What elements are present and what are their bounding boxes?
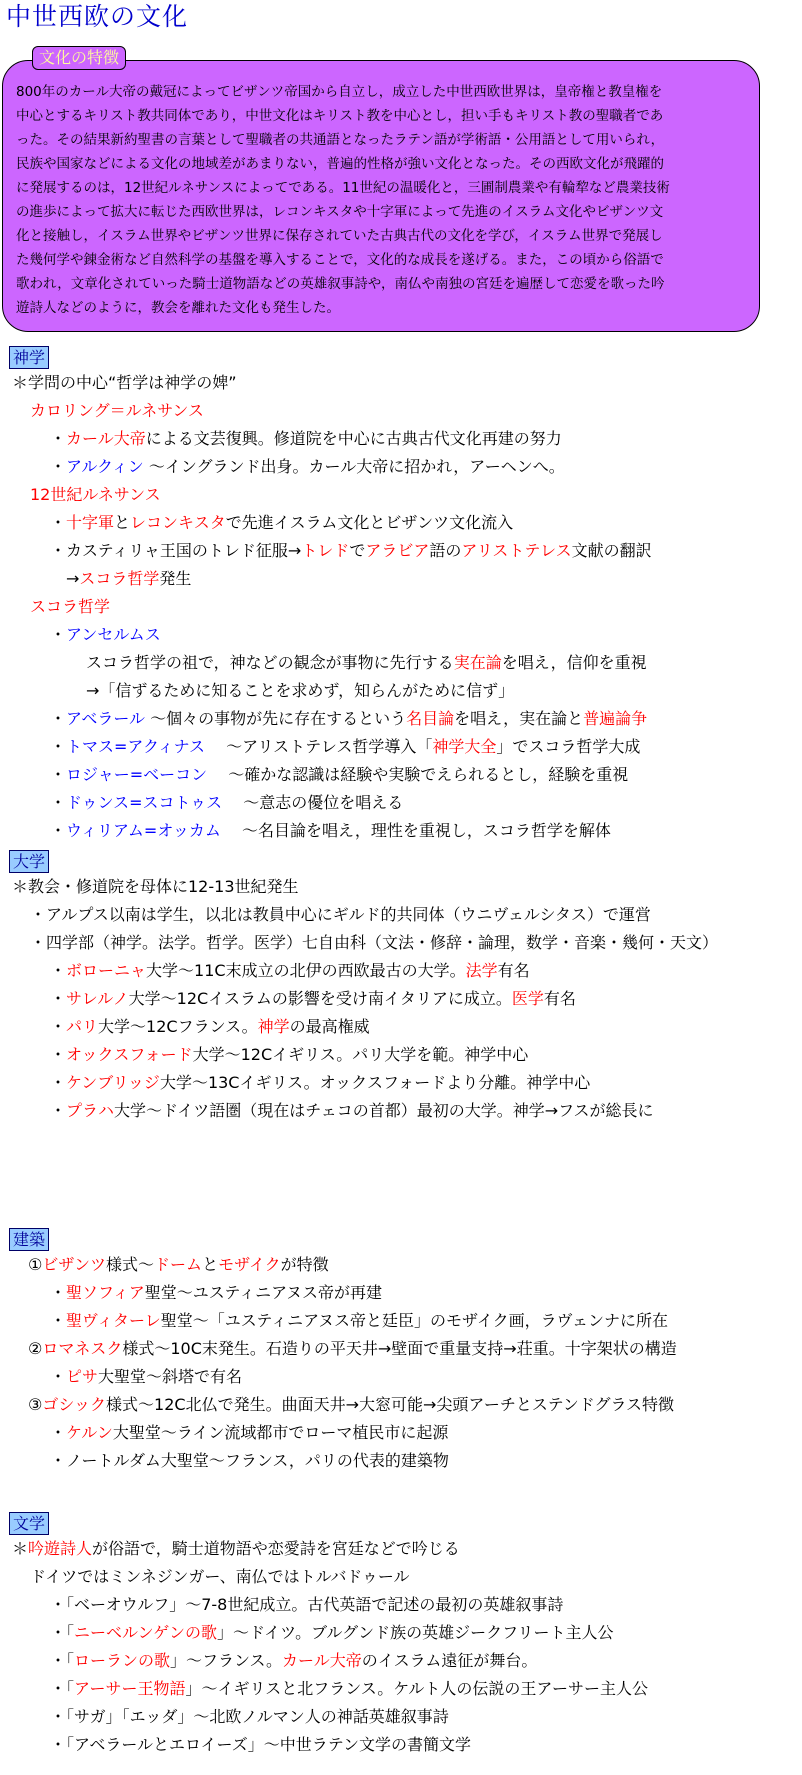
content-line — [86, 652, 647, 674]
line-segment: 語の — [429, 541, 462, 560]
line-segment: スコラ哲学の祖で，神などの観念が事物に先行する — [86, 653, 454, 672]
line-segment: 大学～13Cイギリス。オックスフォードより分離。神学中心 — [159, 1073, 591, 1092]
line-segment: 名目論 — [406, 709, 455, 728]
content-line — [50, 988, 576, 1010]
line-segment: ・ — [50, 457, 67, 476]
line-segment: ＊教会・修道院を母体に12-13世紀発生 — [12, 877, 299, 896]
line-segment: 法学 — [465, 961, 498, 980]
line-segment: ピサ — [66, 1367, 99, 1386]
line-segment: ・ — [50, 1073, 67, 1092]
line-segment: 12世紀ルネサンス — [30, 485, 161, 504]
content-line — [30, 932, 718, 954]
content-line — [30, 596, 110, 618]
content-line — [28, 1254, 329, 1276]
line-segment: 大聖堂～ライン流域都市でローマ植民市に起源 — [112, 1423, 449, 1442]
line-segment: ケルン — [66, 1423, 113, 1442]
line-segment: ・ — [50, 1101, 67, 1120]
content-line — [30, 1566, 410, 1588]
line-segment: スコラ哲学 — [30, 597, 111, 616]
content-line — [50, 1282, 382, 1304]
line-segment: 実在論 — [453, 653, 502, 672]
line-segment: ニーベルンゲンの歌 — [74, 1623, 217, 1642]
line-segment: ～確かな認識は経験や実験でえられるとし，経験を重視 — [207, 765, 629, 784]
line-segment: ・ — [50, 1423, 67, 1442]
content-line — [50, 820, 611, 842]
line-segment: アンセルムス — [66, 625, 161, 644]
line-segment: で — [349, 541, 366, 560]
line-segment: と — [114, 513, 131, 532]
line-segment: ③ — [28, 1395, 43, 1414]
line-segment: 神学 — [257, 1017, 290, 1036]
content-line — [50, 1366, 242, 1388]
line-segment: ボローニャ — [66, 961, 147, 980]
line-segment: サレルノ — [66, 989, 129, 1008]
line-segment: 大学～ドイツ語圏（現在はチェコの首都）最初の大学。神学→フスが総長に — [114, 1101, 654, 1120]
line-segment: ・ — [50, 513, 67, 532]
line-segment: 有名 — [543, 989, 576, 1008]
line-segment: パリ — [66, 1017, 99, 1036]
content-line — [50, 1678, 648, 1700]
content-line — [12, 1538, 460, 1560]
line-segment: ～アリストテレス哲学導入「 — [205, 737, 433, 756]
line-segment: カール大帝 — [66, 429, 146, 448]
content-line — [50, 428, 562, 450]
line-segment: → — [66, 569, 80, 588]
content-line — [50, 1594, 563, 1616]
content-line — [12, 876, 299, 898]
line-segment: アーサー王物語 — [74, 1679, 186, 1698]
feature-text — [16, 80, 754, 320]
line-segment: 大学～11C末成立の北伊の西欧最古の大学。 — [146, 961, 466, 980]
line-segment: 有名 — [497, 961, 530, 980]
line-segment: アリストテレス — [461, 541, 572, 560]
feature-line: 800年のカール大帝の戴冠によってビザンツ帝国から自立し，成立した中世西欧世界は，皇帝権と教皇権を — [16, 84, 663, 100]
line-segment: ・ — [50, 961, 67, 980]
feature-line: った。その結果新約聖書の言葉として聖職者の共通語となったラテン語が学術語・公用語として用いられ， — [16, 132, 665, 148]
content-line — [50, 1650, 537, 1672]
line-segment: ドーム — [154, 1255, 203, 1274]
line-segment: トマス=アクィナス — [66, 737, 206, 756]
content-line — [50, 1422, 448, 1444]
line-segment: が俗語で，騎士道物語や恋愛詩を宮廷などで吟じる — [92, 1539, 460, 1558]
line-segment: 聖ソフィア — [66, 1283, 145, 1302]
line-segment: ・ — [50, 709, 67, 728]
line-segment: レコンキスタ — [130, 513, 226, 532]
content-line — [50, 1100, 654, 1122]
content-line — [50, 1310, 668, 1332]
line-segment: 十字軍 — [66, 513, 115, 532]
line-segment: ・アルプス以南は学生，以北は教員中心にギルド的共同体（ウニヴェルシタス）で運営 — [30, 905, 651, 924]
content-line — [50, 1044, 528, 1066]
line-segment: カール大帝 — [282, 1651, 362, 1670]
line-segment: アラビア — [365, 541, 430, 560]
content-line — [28, 1338, 677, 1360]
line-segment: ・ — [50, 821, 67, 840]
line-segment: ① — [28, 1255, 43, 1274]
line-segment: 」でスコラ哲学大成 — [496, 737, 641, 756]
line-segment: 様式～10C末発生。石造りの平天井→壁面で重量支持→荘重。十字架状の構造 — [122, 1339, 677, 1358]
feature-line: た幾何学や錬金術など自然科学の基盤を導入することで，文化的な成長を遂げる。また，この頃から俗語で — [16, 252, 664, 268]
line-segment: ～個々の事物が先に存在するという — [145, 709, 407, 728]
content-line — [50, 1622, 613, 1644]
line-segment: カロリング＝ルネサンス — [30, 401, 204, 420]
content-line — [50, 708, 647, 730]
line-segment: ゴシック — [42, 1395, 107, 1414]
line-segment: ～イングランド出身。カール大帝に招かれ，アーヘンへ。 — [143, 457, 565, 476]
line-segment: ドゥンス=スコトゥス — [66, 793, 223, 812]
content-line — [86, 680, 514, 702]
line-segment: 普遍論争 — [583, 709, 648, 728]
line-segment: 医学 — [511, 989, 544, 1008]
line-segment: トレド — [301, 541, 350, 560]
line-segment: アベラール — [66, 709, 146, 728]
line-segment: ・ — [50, 1367, 67, 1386]
content-line — [30, 904, 651, 926]
content-line — [50, 456, 565, 478]
line-segment: 神学大全 — [432, 737, 497, 756]
content-line — [50, 1450, 449, 1472]
content-line — [66, 568, 191, 590]
feature-label: 文化の特徴 — [32, 46, 126, 70]
line-segment: 様式～ — [106, 1255, 155, 1274]
feature-line: 中心とするキリスト教共同体であり，中世文化はキリスト教を中心とし，担い手もキリスト教の聖職者であ — [16, 108, 664, 124]
line-segment: による文芸復興。修道院を中心に古典古代文化再建の努力 — [145, 429, 562, 448]
line-segment: ② — [28, 1339, 43, 1358]
line-segment: ＊学問の中心“哲学は神学の婢” — [12, 373, 237, 392]
line-segment: →「信ずるために知ることを求めず，知らんがために信ず」 — [86, 681, 515, 700]
line-segment: 文献の翻訳 — [571, 541, 652, 560]
feature-line: 化と接触し，イスラム世界やビザンツ世界に保存されていた古典古代の文化を学び，イスラム世界で発展し — [16, 228, 663, 244]
section-header-architecture: 建築 — [9, 1228, 49, 1251]
line-segment: ・ — [50, 1283, 67, 1302]
line-segment: ・「 — [50, 1623, 75, 1642]
section-header-university: 大学 — [9, 850, 49, 873]
line-segment: オックスフォード — [66, 1045, 193, 1064]
line-segment: と — [202, 1255, 219, 1274]
content-line — [28, 1394, 674, 1416]
line-segment: を唱え，信仰を重視 — [501, 653, 647, 672]
line-segment: 聖ヴィターレ — [66, 1311, 161, 1330]
line-segment: ケンブリッジ — [66, 1073, 160, 1092]
line-segment: ・ — [50, 737, 67, 756]
line-segment: 」～フランス。 — [170, 1651, 283, 1670]
page-title: 中世西欧の文化 — [6, 2, 189, 31]
line-segment: ロマネスク — [42, 1339, 123, 1358]
line-segment: ローランの歌 — [74, 1651, 171, 1670]
line-segment: 発生 — [159, 569, 192, 588]
line-segment: 大学～12Cフランス。 — [98, 1017, 258, 1036]
line-segment: 大学～12Cイギリス。パリ大学を範。神学中心 — [192, 1045, 529, 1064]
line-segment: スコラ哲学 — [79, 569, 160, 588]
line-segment: ビザンツ — [42, 1255, 107, 1274]
line-segment: 大聖堂～斜塔で有名 — [98, 1367, 243, 1386]
content-line — [50, 960, 530, 982]
content-line — [30, 400, 204, 422]
line-segment: ＊ — [12, 1539, 29, 1558]
line-segment: ・「ベーオウルフ」～7-8世紀成立。古代英語で記述の最初の英雄叙事詩 — [50, 1595, 564, 1614]
line-segment: ・ — [50, 793, 67, 812]
line-segment: ・ — [50, 625, 67, 644]
line-segment: ・「サガ」「エッダ」～北欧ノルマン人の神話英雄叙事詩 — [50, 1707, 449, 1726]
line-segment: 」～ドイツ。ブルグンド族の英雄ジークフリート主人公 — [216, 1623, 614, 1642]
content-line — [12, 372, 237, 394]
feature-line: 民族や国家などによる文化の地域差があまりない，普遍的性格が強い文化となった。その西欧文化が飛躍的 — [16, 156, 664, 172]
feature-line: 歌われ，文章化されていった騎士道物語などの英雄叙事詩や，南仏や南独の宮廷を遍歴して恋愛を歌った吟 — [16, 276, 665, 292]
line-segment: ロジャー=ベーコン — [66, 765, 208, 784]
content-line — [50, 1072, 590, 1094]
feature-line: に発展するのは，12世紀ルネサンスによってである。11世紀の温暖化と，三圃制農業や有輪犂など農業技術 — [16, 180, 670, 196]
line-segment: の最高権威 — [289, 1017, 370, 1036]
line-segment: 」～イギリスと北フランス。ケルト人の伝説の王アーサー主人公 — [185, 1679, 648, 1698]
line-segment: のイスラム遠征が舞台。 — [361, 1651, 538, 1670]
line-segment: ・ — [50, 989, 67, 1008]
feature-line: の進歩によって拡大に転じた西欧世界は，レコンキスタや十字軍によって先進のイスラム文化やビザンツ文 — [16, 204, 664, 220]
line-segment: ・カスティリャ王国のトレド征服→ — [50, 541, 302, 560]
line-segment: ・ — [50, 1311, 67, 1330]
line-segment: アルクィン — [66, 457, 144, 476]
content-line — [50, 540, 652, 562]
line-segment: 大学～12Cイスラムの影響を受け南イタリアに成立。 — [128, 989, 512, 1008]
line-segment: ・「 — [50, 1679, 75, 1698]
line-segment: ～意志の優位を唱える — [222, 793, 404, 812]
line-segment: ・「 — [50, 1651, 75, 1670]
line-segment: ・ — [50, 1017, 67, 1036]
section-header-literature: 文学 — [9, 1512, 49, 1535]
line-segment: 吟遊詩人 — [28, 1539, 93, 1558]
line-segment: 様式～12C北仏で発生。曲面天井→大窓可能→尖頭アーチとステンドグラス特徴 — [106, 1395, 674, 1414]
line-segment: ・ノートルダム大聖堂～フランス，パリの代表的建築物 — [50, 1451, 449, 1470]
line-segment: ・四学部（神学。法学。哲学。医学）七自由科（文法・修辞・論理，数学・音楽・幾何・天文） — [30, 933, 719, 952]
line-segment: が特徴 — [280, 1255, 329, 1274]
content-line — [50, 624, 161, 646]
line-segment: ドイツではミンネジンガー、南仏ではトルバドゥール — [30, 1567, 410, 1586]
content-line — [50, 1734, 471, 1756]
line-segment: ～名目論を唱え，理性を重視し，スコラ哲学を解体 — [220, 821, 611, 840]
line-segment: を唱え，実在論と — [454, 709, 584, 728]
content-line — [50, 1016, 370, 1038]
content-line — [50, 1706, 449, 1728]
line-segment: モザイク — [218, 1255, 281, 1274]
feature-line: 遊詩人などのように，教会を離れた文化も発生した。 — [16, 300, 340, 316]
content-line — [50, 512, 513, 534]
line-segment: ・ — [50, 429, 67, 448]
content-line — [50, 736, 640, 758]
line-segment: ウィリアム=オッカム — [66, 821, 221, 840]
line-segment: 聖堂～ユスティニアヌス帝が再建 — [144, 1283, 383, 1302]
line-segment: ・「アベラールとエロイーズ」～中世ラテン文学の書簡文学 — [50, 1735, 471, 1754]
line-segment: ・ — [50, 765, 67, 784]
line-segment: で先進イスラム文化とビザンツ文化流入 — [225, 513, 514, 532]
content-line — [30, 484, 161, 506]
content-line — [50, 764, 628, 786]
line-segment: プラハ — [66, 1101, 115, 1120]
section-header-theology: 神学 — [9, 346, 49, 369]
content-line — [50, 792, 403, 814]
line-segment: 聖堂～「ユスティニアヌス帝と廷臣」のモザイク画，ラヴェンナに所在 — [160, 1311, 668, 1330]
line-segment: ・ — [50, 1045, 67, 1064]
